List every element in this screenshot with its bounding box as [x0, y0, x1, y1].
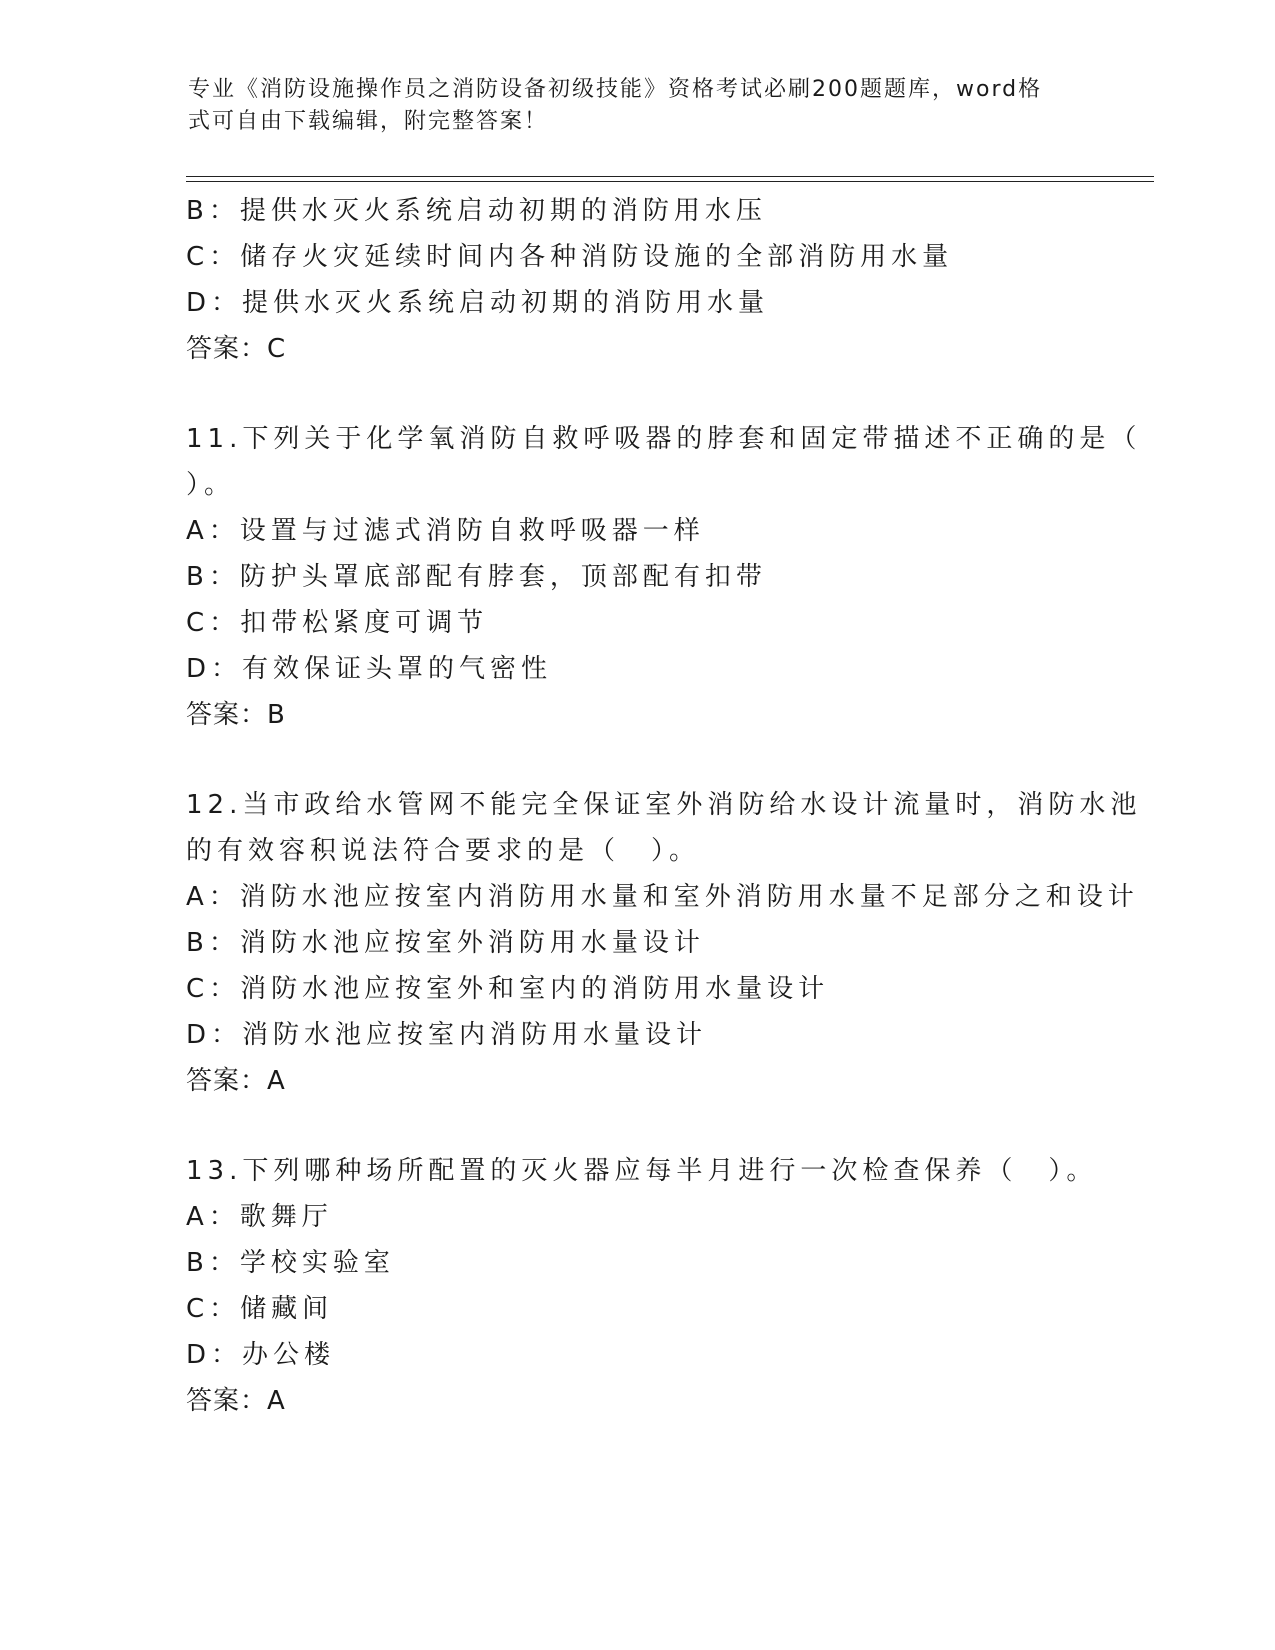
answer-label: 答案：A	[186, 1386, 286, 1416]
option-a: A：消防水池应按室内消防用水量和室外消防用水量不足部分之和设计	[186, 882, 1139, 912]
option-a: A：设置与过滤式消防自救呼吸器一样	[186, 516, 705, 546]
question-11	[186, 416, 1142, 738]
option-d: D：办公楼	[186, 1340, 336, 1370]
option-c: C：消防水池应按室外和室内的消防用水量设计	[186, 974, 830, 1004]
option-b: B：学校实验室	[186, 1248, 395, 1278]
option-b: B：消防水池应按室外消防用水量设计	[186, 928, 705, 958]
option-b: B：防护头罩底部配有脖套，顶部配有扣带	[186, 562, 767, 592]
header-divider-bottom	[186, 181, 1154, 182]
header-divider-top	[186, 176, 1154, 177]
question-stem-line-2: ）。	[186, 470, 236, 500]
option-d: D：消防水池应按室内消防用水量设计	[186, 1020, 708, 1050]
question-12	[186, 782, 1142, 1104]
header-line-2: 式可自由下载编辑，附完整答案！	[188, 109, 549, 134]
option-a: A：歌舞厅	[186, 1202, 333, 1232]
question-stem-line-1: 11.下列关于化学氧消防自救呼吸器的脖套和固定带描述不正确的是（	[186, 424, 1142, 454]
question-list	[186, 188, 1142, 1424]
answer-label: 答案：C	[186, 334, 287, 364]
option-c: C：储存火灾延续时间内各种消防设施的全部消防用水量	[186, 242, 954, 272]
question-stem-line-2: 的有效容积说法符合要求的是（ ）。	[186, 836, 701, 866]
question-stem-line-1: 13.下列哪种场所配置的灭火器应每半月进行一次检查保养（ ）。	[186, 1156, 1098, 1186]
option-c: C：扣带松紧度可调节	[186, 608, 489, 638]
spacer	[186, 372, 1106, 416]
question-stem-line-1: 12.当市政给水管网不能完全保证室外消防给水设计流量时，消防水池	[186, 790, 1142, 820]
spacer	[186, 738, 1106, 782]
spacer	[186, 1104, 1106, 1148]
option-d: D：有效保证头罩的气密性	[186, 654, 553, 684]
question-10-continued	[186, 188, 1106, 372]
header-line-1: 专业《消防设施操作员之消防设备初级技能》资格考试必刷200题题库，word格	[188, 77, 1043, 102]
question-13	[186, 1148, 1106, 1424]
document-header	[188, 74, 1088, 138]
option-c: C：储藏间	[186, 1294, 334, 1324]
answer-label: 答案：A	[186, 1066, 286, 1096]
option-d: D：提供水灭火系统启动初期的消防用水量	[186, 288, 770, 318]
answer-label: 答案：B	[186, 700, 286, 730]
option-b: B：提供水灭火系统启动初期的消防用水压	[186, 196, 767, 226]
